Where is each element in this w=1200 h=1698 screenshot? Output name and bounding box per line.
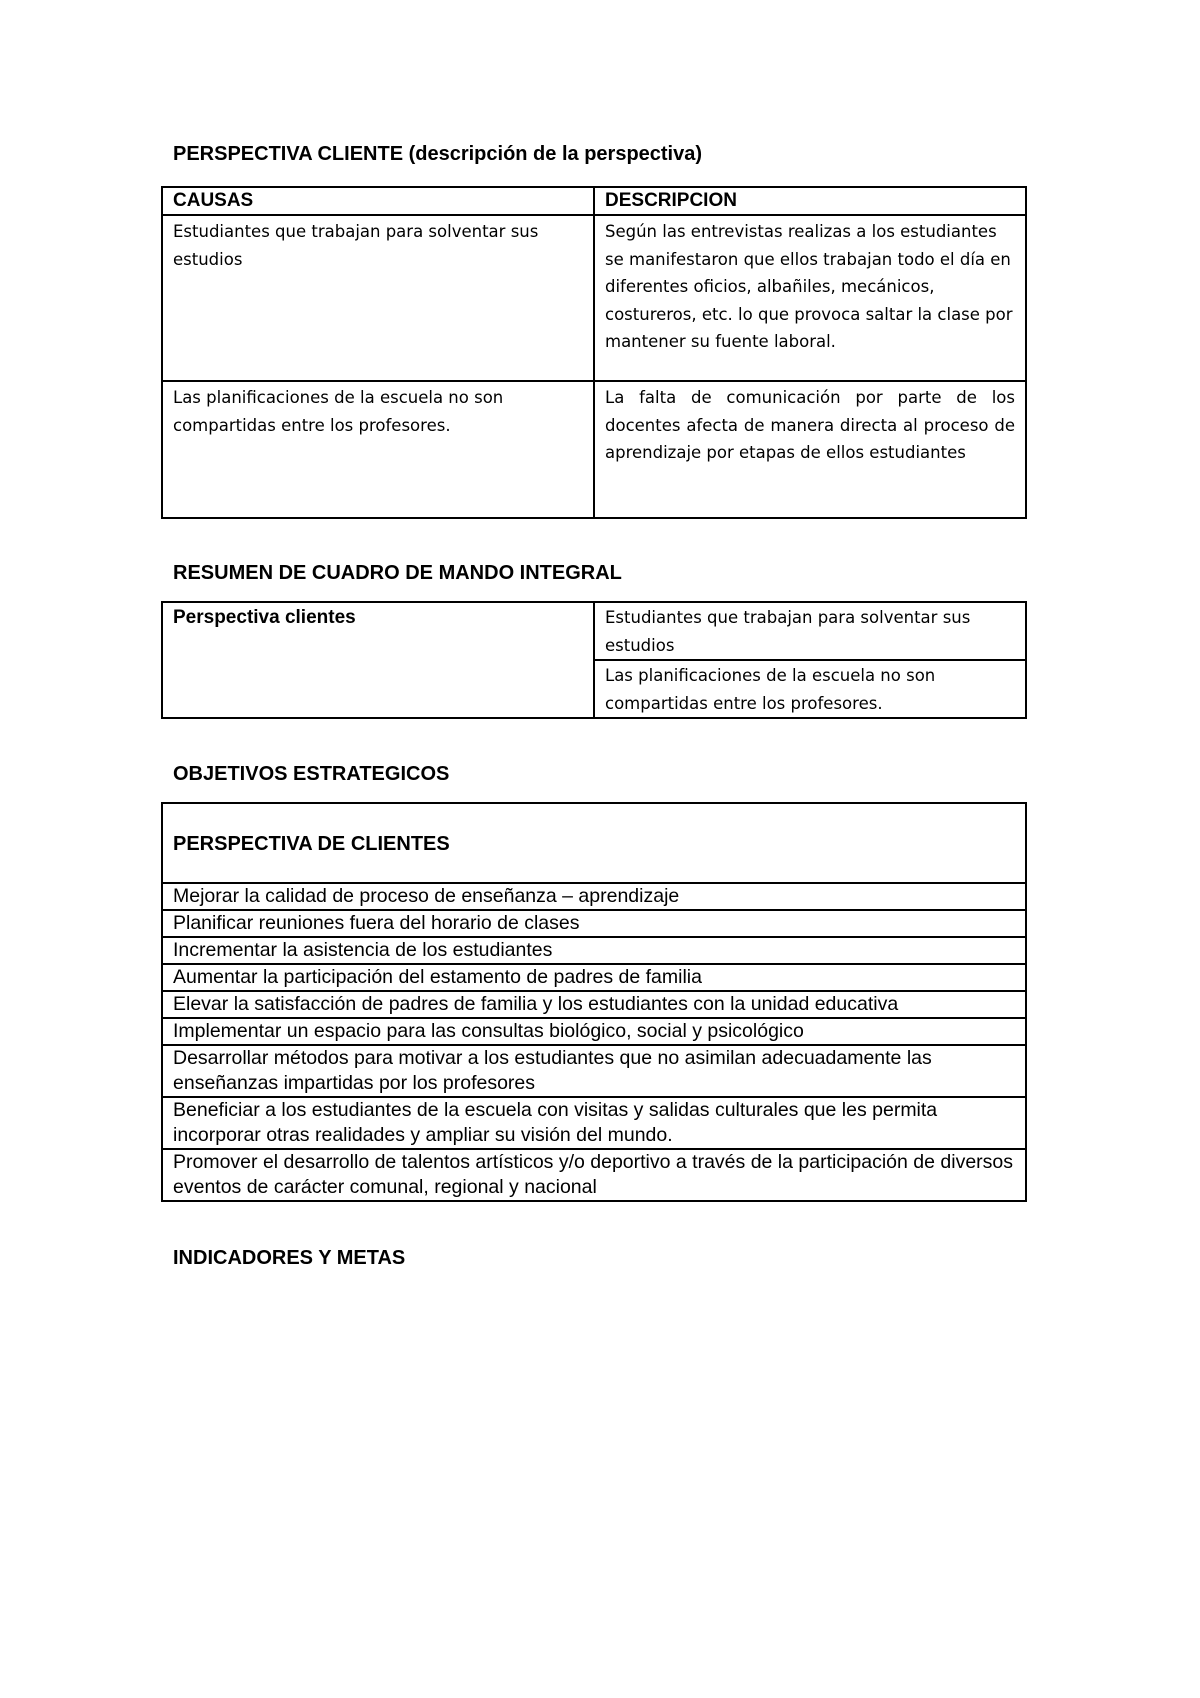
objective-item: Aumentar la participación del estamento de padres de familia <box>162 964 1026 991</box>
objective-item: Desarrollar métodos para motivar a los estudiantes que no asimilan adecuadamente las enseñanzas impartidas por los profesores <box>162 1045 1026 1097</box>
description-cell: Según las entrevistas realizas a los estudiantes se manifestaron que ellos trabajan todo el día en diferentes oficios, albañiles, mecánicos, costureros, etc. lo que provoca saltar la clase por mantener su fuente laboral. <box>594 215 1026 381</box>
section-heading-objetivos: OBJETIVOS ESTRATEGICOS <box>173 763 450 785</box>
table-row <box>162 381 1026 518</box>
causes-table <box>161 186 1027 519</box>
header-causas: CAUSAS <box>162 187 594 215</box>
table-row <box>162 215 1026 381</box>
cause-cell: Estudiantes que trabajan para solventar sus estudios <box>162 215 594 381</box>
summary-item: Las planificaciones de la escuela no son compartidas entre los profesores. <box>594 660 1026 718</box>
section-heading-resumen: RESUMEN DE CUADRO DE MANDO INTEGRAL <box>173 562 622 584</box>
objective-item: Mejorar la calidad de proceso de enseñanza – aprendizaje <box>162 883 1026 910</box>
table-header-row <box>162 187 1026 215</box>
section-heading-indicadores: INDICADORES Y METAS <box>173 1247 406 1269</box>
objective-item: Implementar un espacio para las consultas biológico, social y psicológico <box>162 1018 1026 1045</box>
objectives-table <box>161 802 1027 1202</box>
summary-table <box>161 601 1027 719</box>
objective-item: Beneficiar a los estudiantes de la escuela con visitas y salidas culturales que les permita incorporar otras realidades y ampliar su visión del mundo. <box>162 1097 1026 1149</box>
description-cell: La falta de comunicación por parte de los docentes afecta de manera directa al proceso de aprendizaje por etapas de ellos estudiantes <box>594 381 1026 518</box>
perspective-label: Perspectiva clientes <box>162 602 594 718</box>
objectives-table-title: PERSPECTIVA DE CLIENTES <box>162 803 1026 883</box>
header-descripcion: DESCRIPCION <box>594 187 1026 215</box>
cause-cell: Las planificaciones de la escuela no son compartidas entre los profesores. <box>162 381 594 518</box>
objective-item: Incrementar la asistencia de los estudiantes <box>162 937 1026 964</box>
section-heading-perspectiva-cliente: PERSPECTIVA CLIENTE (descripción de la perspectiva) <box>173 143 703 165</box>
objective-item: Promover el desarrollo de talentos artísticos y/o deportivo a través de la participación de diversos eventos de carácter comunal, regional y nacional <box>162 1149 1026 1201</box>
objective-item: Elevar la satisfacción de padres de familia y los estudiantes con la unidad educativa <box>162 991 1026 1018</box>
objective-item: Planificar reuniones fuera del horario de clases <box>162 910 1026 937</box>
summary-item: Estudiantes que trabajan para solventar sus estudios <box>594 602 1026 660</box>
